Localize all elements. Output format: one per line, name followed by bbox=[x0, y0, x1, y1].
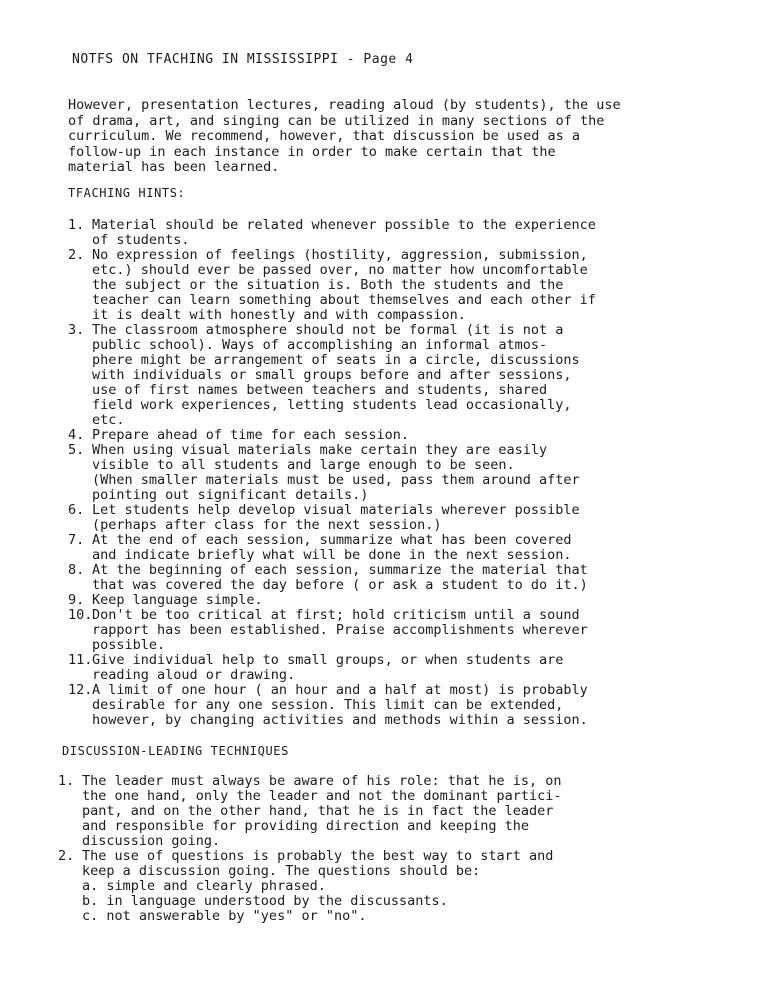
list-item bbox=[58, 774, 562, 849]
list-item bbox=[68, 218, 596, 248]
item-number: 10. bbox=[68, 607, 93, 623]
item-number: 1. bbox=[68, 217, 85, 233]
list-item bbox=[68, 608, 596, 653]
item-line: desirable for any one session. This limit can be extended, bbox=[92, 697, 564, 713]
item-line: Let students help develop visual materials wherever possible bbox=[92, 502, 580, 518]
item-line: When using visual materials make certain they are easily bbox=[92, 442, 548, 458]
list-item bbox=[68, 593, 596, 608]
list-item bbox=[58, 849, 562, 924]
item-line: Don't be too critical at first; hold criticism until a sound bbox=[92, 607, 580, 623]
item-line: visible to all students and large enough to be seen. bbox=[92, 457, 515, 473]
intro-line: However, presentation lectures, reading aloud (by students), the use bbox=[68, 97, 621, 113]
item-number: 2. bbox=[58, 848, 75, 864]
item-line: pant, and on the other hand, that he is in fact the leader bbox=[82, 803, 554, 819]
item-number: 2. bbox=[68, 247, 85, 263]
item-line: discussion going. bbox=[82, 833, 221, 849]
item-line: (When smaller materials must be used, pass them around after bbox=[92, 472, 580, 488]
item-line: that was covered the day before ( or ask a student to do it.) bbox=[92, 577, 588, 593]
item-line: phere might be arrangement of seats in a circle, discussions bbox=[92, 352, 580, 368]
item-line: teacher can learn something about themselves and each other if bbox=[92, 292, 596, 308]
item-line: Keep language simple. bbox=[92, 592, 263, 608]
item-line: the subject or the situation is. Both the students and the bbox=[92, 277, 564, 293]
list-item bbox=[68, 323, 596, 428]
item-number: 6. bbox=[68, 502, 85, 518]
intro-line: of drama, art, and singing can be utilized in many sections of the bbox=[68, 112, 605, 129]
item-line: however, by changing activities and methods within a session. bbox=[92, 712, 588, 728]
item-number: 11. bbox=[68, 652, 93, 668]
list-item bbox=[68, 503, 596, 533]
item-line: etc.) should ever be passed over, no matter how uncomfortable bbox=[92, 262, 588, 278]
teaching-hints-heading: TFACHING HINTS: bbox=[68, 186, 186, 200]
list-item bbox=[68, 683, 596, 728]
item-line: reading aloud or drawing. bbox=[92, 667, 296, 683]
item-line: of students. bbox=[92, 232, 190, 248]
page-header: NOTFS ON TFACHING IN MISSISSIPPI - Page 4 bbox=[72, 52, 414, 67]
item-number: 8. bbox=[68, 562, 85, 578]
item-line: with individuals or small groups before and after sessions, bbox=[92, 367, 572, 383]
item-number: 7. bbox=[68, 532, 85, 548]
list-item bbox=[68, 653, 596, 683]
list-item bbox=[68, 533, 596, 563]
discussion-list bbox=[58, 774, 562, 924]
item-line: it is dealt with honestly and with compassion. bbox=[92, 307, 466, 323]
item-line: keep a discussion going. The questions should be: bbox=[82, 863, 481, 879]
item-line: rapport has been established. Praise accomplishments wherever bbox=[92, 622, 588, 638]
item-line: pointing out significant details.) bbox=[92, 487, 369, 503]
list-item bbox=[68, 443, 596, 503]
item-line: possible. bbox=[92, 637, 166, 653]
item-line: and indicate briefly what will be done in the next session. bbox=[92, 547, 572, 563]
item-line: The classroom atmosphere should not be formal (it is not a bbox=[92, 322, 564, 338]
intro-line: material has been learned. bbox=[68, 159, 280, 175]
item-line: The leader must always be aware of his role: that he is, on bbox=[82, 773, 562, 789]
intro-line: follow-up in each instance in order to make certain that the bbox=[68, 143, 556, 160]
item-number: 12. bbox=[68, 682, 93, 698]
item-line: b. in language understood by the discussants. bbox=[82, 893, 448, 909]
item-line: At the beginning of each session, summarize the material that bbox=[92, 562, 588, 578]
intro-line: curriculum. We recommend, however, that discussion be used as a bbox=[68, 128, 581, 144]
item-line: Prepare ahead of time for each session. bbox=[92, 427, 409, 443]
item-number: 3. bbox=[68, 322, 85, 338]
item-number: 9. bbox=[68, 592, 85, 608]
item-line: and responsible for providing direction and keeping the bbox=[82, 818, 530, 834]
item-number: 1. bbox=[58, 773, 75, 789]
item-line: (perhaps after class for the next session.) bbox=[92, 517, 442, 533]
item-line: Give individual help to small groups, or when students are bbox=[92, 652, 564, 668]
item-line: The use of questions is probably the best way to start and bbox=[82, 848, 554, 864]
item-line: field work experiences, letting students lead occasionally, bbox=[92, 397, 572, 413]
item-line: use of first names between teachers and students, shared bbox=[92, 382, 548, 398]
item-line: No expression of feelings (hostility, aggression, submission, bbox=[92, 247, 588, 263]
item-number: 5. bbox=[68, 442, 85, 458]
item-line: a. simple and clearly phrased. bbox=[82, 878, 326, 894]
item-line: etc. bbox=[92, 412, 125, 428]
item-line: the one hand, only the leader and not the dominant partici- bbox=[82, 788, 562, 804]
item-line: c. not answerable by "yes" or "no". bbox=[82, 908, 367, 924]
item-number: 4. bbox=[68, 427, 85, 443]
item-line: At the end of each session, summarize what has been covered bbox=[92, 532, 572, 548]
item-line: Material should be related whenever possible to the experience bbox=[92, 217, 596, 233]
list-item bbox=[68, 248, 596, 323]
list-item bbox=[68, 563, 596, 593]
intro-paragraph bbox=[68, 98, 683, 176]
item-line: public school). Ways of accomplishing an informal atmos- bbox=[92, 337, 548, 353]
list-item bbox=[68, 428, 596, 443]
teaching-hints-list bbox=[68, 218, 596, 728]
discussion-heading: DISCUSSION-LEADING TECHNIQUES bbox=[62, 744, 289, 758]
item-line: A limit of one hour ( an hour and a half at most) is probably bbox=[92, 682, 588, 698]
